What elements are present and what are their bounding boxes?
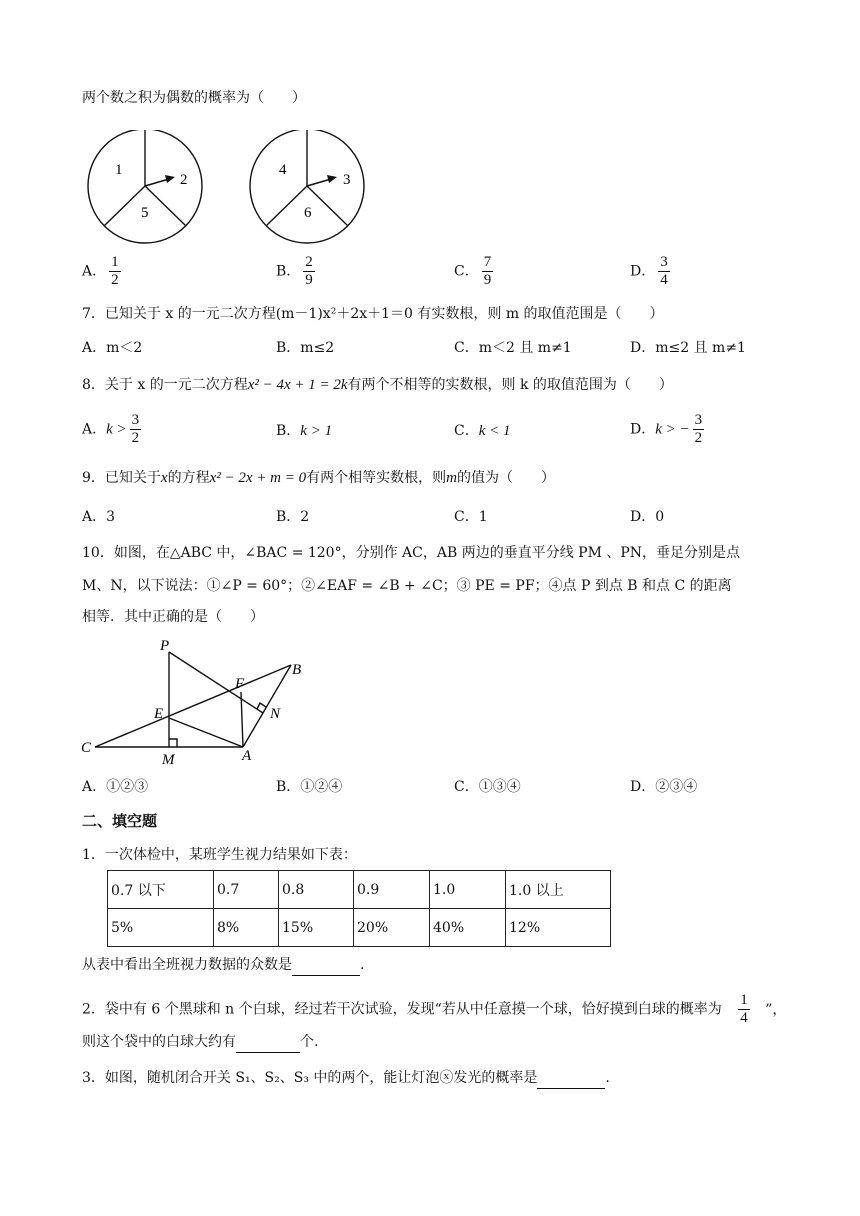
figure-label-a: A [242,748,252,764]
spinners-figure [85,130,375,245]
table-cell: 0.9 [354,871,430,909]
fill2-line-2: 则这个袋中的白球大约有 个. [82,1032,318,1053]
table-cell: 12% [506,909,611,947]
spinner-2-label-b: 3 [343,172,351,188]
fill3-question: 3．如图，随机闭合开关 S₁、S₂、S₃ 中的两个，能让灯泡ⓧ发光的概率是 . [82,1068,610,1089]
q6-stem: 两个数之积为偶数的概率为（ ） [82,90,306,106]
q9-stem: 9．已知关于x的方程x² − 2x + m = 0有两个相等实数根，则m的值为（ ） [82,470,555,486]
q10-option-c[interactable]: C．①③④ [454,779,521,795]
q9-option-b[interactable]: B．2 [276,509,310,525]
q6-option-c[interactable]: C． $\frac{7}{9}$ [454,254,492,288]
figure-label-m: M [162,752,175,768]
q6-option-d[interactable]: D． $\frac{3}{4}$ [630,254,668,288]
table-cell: 1.0 以上 [506,871,611,909]
q8-equation: x² − 4x + 1 = 2k [247,377,348,393]
spinner-1 [88,130,202,243]
figure-label-e: E [154,706,164,722]
table-cell: 0.8 [279,871,354,909]
q10-line-3: 相等．其中正确的是（ ） [82,609,264,625]
table-row-values [108,909,611,947]
fill2-line-1: 2．袋中有 6 个黑球和 n 个白球，经过若干次试验，发现“若从中任意摸一个球，恰好摸到白球的概率为 $\frac{1}{4}$ ”， [82,992,787,1026]
table-cell: 40% [430,909,506,947]
spinner-1-label-a: 1 [115,162,123,178]
fill3-answer-blank[interactable] [537,1068,605,1089]
figure-label-f: F [235,676,245,692]
q10-line-1: 10．如图，在△ABC 中，∠BAC = 120°，分别作 AC，AB 两边的垂直平分线 PM 、PN，垂足分别是点 [82,545,741,561]
spinner-2-label-a: 4 [279,162,287,178]
q10-option-a[interactable]: A．①②③ [82,779,149,795]
table-cell: 15% [279,909,354,947]
table-cell: 0.7 以下 [108,871,214,909]
vision-table [107,870,611,947]
spinner-1-label-b: 2 [180,172,188,188]
table-cell: 0.7 [214,871,279,909]
q10-option-b[interactable]: B．①②④ [276,779,343,795]
q7-option-d[interactable]: D．m≤2 且 m≠1 [630,340,746,356]
table-cell: 5% [108,909,214,947]
figure-label-p: P [160,638,170,654]
fill1-answer-blank[interactable] [292,955,360,976]
q8-option-b[interactable]: B．k > 1 [276,423,333,439]
fill2-answer-blank[interactable] [236,1032,300,1053]
q8-option-c[interactable]: C．k < 1 [454,423,511,439]
spinner-2 [250,130,364,243]
q9-option-a[interactable]: A．3 [82,509,116,525]
spinner-1-label-c: 5 [141,205,149,221]
q7-option-a[interactable]: A．m＜2 [82,340,143,356]
q9-equation: x² − 2x + m = 0 [209,470,307,486]
q8-stem: 8．关于 x 的一元二次方程x² − 4x + 1 = 2k有两个不相等的实数根，则 k 的取值范围为（ ） [82,377,673,393]
fill1-question: 从表中看出全班视力数据的众数是 . [82,955,364,976]
q10-line-2: M、N，以下说法：①∠P = 60°；②∠EAF = ∠B + ∠C；③ PE = PF；④点 P 到点 B 和点 C 的距离 [82,578,732,594]
q10-option-d[interactable]: D．②③④ [630,779,698,795]
q9-option-c[interactable]: C．1 [454,509,488,525]
q8-option-d[interactable]: D．k > − $\frac{3}{2}$ [630,412,703,446]
q7-option-b[interactable]: B．m≤2 [276,340,335,356]
q7-stem: 7．已知关于 x 的一元二次方程(m－1)x²＋2x＋1＝0 有实数根，则 m 的取值范围是（ ） [82,306,664,322]
q8-option-a[interactable]: A．k > $\frac{3}{2}$ [82,412,140,446]
table-cell: 20% [354,909,430,947]
spinner-1-arrow-icon [165,175,175,183]
fill1-stem: 1．一次体检中，某班学生视力结果如下表： [82,847,357,863]
table-cell: 1.0 [430,871,506,909]
figure-label-c: C [81,740,92,756]
q6-option-b[interactable]: B． $\frac{2}{9}$ [276,254,313,288]
spinner-2-label-c: 6 [304,205,312,221]
spinner-2-arrow-icon [327,175,337,183]
table-row-header [108,871,611,909]
q9-option-d[interactable]: D．0 [630,509,665,525]
triangle-figure [78,636,318,768]
figure-label-n: N [270,706,281,722]
q6-option-a[interactable]: A． $\frac{1}{2}$ [82,254,119,288]
figure-label-b: B [292,662,302,678]
section-heading: 二、填空题 [82,812,158,830]
table-cell: 8% [214,909,279,947]
q7-option-c[interactable]: C．m＜2 且 m≠1 [454,340,572,356]
